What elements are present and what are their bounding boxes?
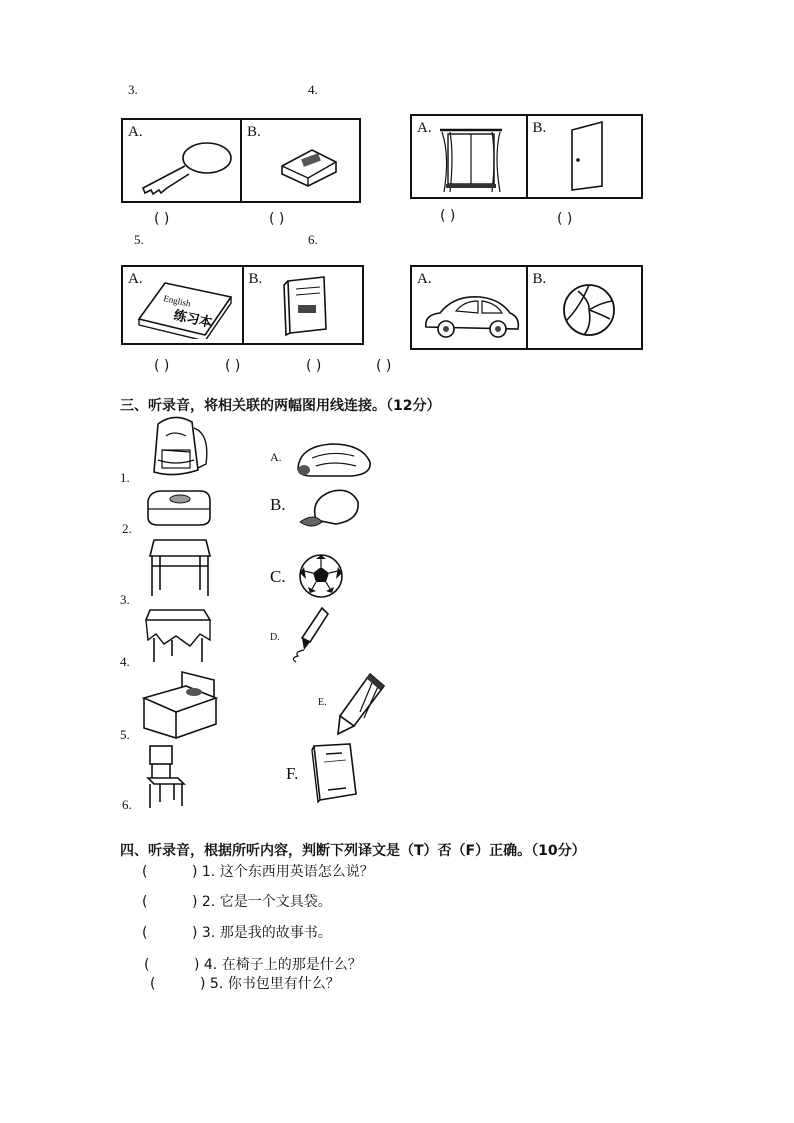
answer-parenthesis[interactable]: ( ) [440, 208, 456, 224]
match-left-number-6: 6. [122, 797, 132, 812]
true-false-item-1 [142, 861, 374, 881]
bread-icon[interactable] [292, 438, 376, 480]
question-3-option-b[interactable] [242, 120, 359, 201]
eraser-icon [274, 144, 344, 189]
match-left-number-2: 2. [122, 521, 132, 536]
chair-icon[interactable] [144, 742, 190, 810]
question-number-6: 6. [308, 232, 318, 247]
section-4-heading: 四、听录音，根据所听内容，判断下列译文是（T）否（F）正确。（10分） [120, 843, 586, 859]
option-label: A. [128, 271, 143, 287]
option-label: B. [532, 120, 547, 136]
answer-parenthesis[interactable]: ( ) [154, 211, 170, 227]
question-4-option-b[interactable] [528, 116, 642, 197]
question-6-frame [410, 265, 643, 350]
true-false-item-5 [150, 973, 340, 993]
key-icon [137, 138, 237, 198]
option-label: A. [417, 271, 432, 287]
question-4-option-a[interactable] [412, 116, 528, 197]
match-right-label-c: C. [270, 567, 286, 586]
teacher-desk-icon[interactable] [140, 668, 220, 740]
question-5-option-a[interactable] [123, 267, 244, 343]
answer-parenthesis[interactable]: ( ) [269, 211, 285, 227]
match-right-label-e: E. [318, 697, 327, 708]
translation-text: 3. 那是我的故事书。 [201, 925, 332, 941]
marker-icon[interactable] [286, 606, 332, 664]
question-4-frame [410, 114, 643, 199]
translation-text: 5. 你书包里有什么？ [209, 976, 340, 992]
true-false-item-4 [144, 954, 362, 974]
option-label: A. [128, 124, 143, 140]
pencil-icon[interactable] [334, 670, 388, 738]
question-5-frame [121, 265, 364, 345]
match-left-number-1: 1. [120, 470, 130, 485]
window-icon [436, 126, 506, 196]
workbook-chinese-text: 练习本 [172, 308, 214, 332]
backpack-icon[interactable] [144, 414, 214, 480]
car-icon [420, 291, 524, 343]
question-6-option-b[interactable] [528, 267, 642, 348]
question-5-option-b[interactable] [244, 267, 363, 343]
match-right-label-a: A. [270, 450, 282, 464]
option-label: A. [417, 120, 432, 136]
true-false-item-3 [142, 922, 332, 942]
egg-icon[interactable] [296, 486, 364, 530]
answer-parenthesis[interactable]: ( ) [154, 358, 170, 374]
door-icon [568, 120, 608, 195]
match-right-label-f: F. [286, 764, 299, 783]
volleyball-icon [560, 281, 618, 339]
desk-icon[interactable] [146, 536, 214, 600]
answer-parenthesis[interactable]: ( ) [225, 358, 241, 374]
book-icon [280, 275, 340, 337]
question-3-option-a[interactable] [123, 120, 242, 201]
translation-text: 1. 这个东西用英语怎么说？ [201, 864, 374, 880]
match-right-label-d: D. [270, 632, 280, 643]
match-right-label-b: B. [270, 495, 286, 514]
option-label: B. [248, 271, 263, 287]
pencil-box-icon[interactable] [144, 487, 214, 529]
english-workbook-icon [135, 279, 235, 339]
translation-text: 4. 在椅子上的那是什么？ [203, 957, 362, 973]
match-left-number-5: 5. [120, 727, 130, 742]
answer-parenthesis[interactable]: ( ) [142, 925, 198, 941]
answer-parenthesis[interactable]: ( ) [142, 864, 198, 880]
question-6-option-a[interactable] [412, 267, 528, 348]
translation-text: 2. 它是一个文具袋。 [201, 894, 332, 910]
question-3-frame [121, 118, 361, 203]
question-number-4: 4. [308, 82, 318, 97]
answer-parenthesis[interactable]: ( ) [557, 211, 573, 227]
answer-parenthesis[interactable]: ( ) [376, 358, 392, 374]
answer-parenthesis[interactable]: ( ) [150, 976, 206, 992]
true-false-item-2 [142, 891, 332, 911]
question-number-5: 5. [134, 232, 144, 247]
answer-parenthesis[interactable]: ( ) [144, 957, 200, 973]
table-icon[interactable] [144, 604, 212, 664]
question-number-3: 3. [128, 82, 138, 97]
textbook-icon[interactable] [310, 742, 360, 804]
match-left-number-3: 3. [120, 592, 130, 607]
answer-parenthesis[interactable]: ( ) [142, 894, 198, 910]
workbook-english-text: English [162, 293, 192, 309]
option-label: B. [532, 271, 547, 287]
option-label: B. [247, 124, 261, 140]
soccer-ball-icon[interactable] [298, 553, 344, 599]
match-left-number-4: 4. [120, 654, 130, 669]
answer-parenthesis[interactable]: ( ) [306, 358, 322, 374]
section-3-heading: 三、听录音，将相关联的两幅图用线连接。（12分） [120, 398, 441, 414]
